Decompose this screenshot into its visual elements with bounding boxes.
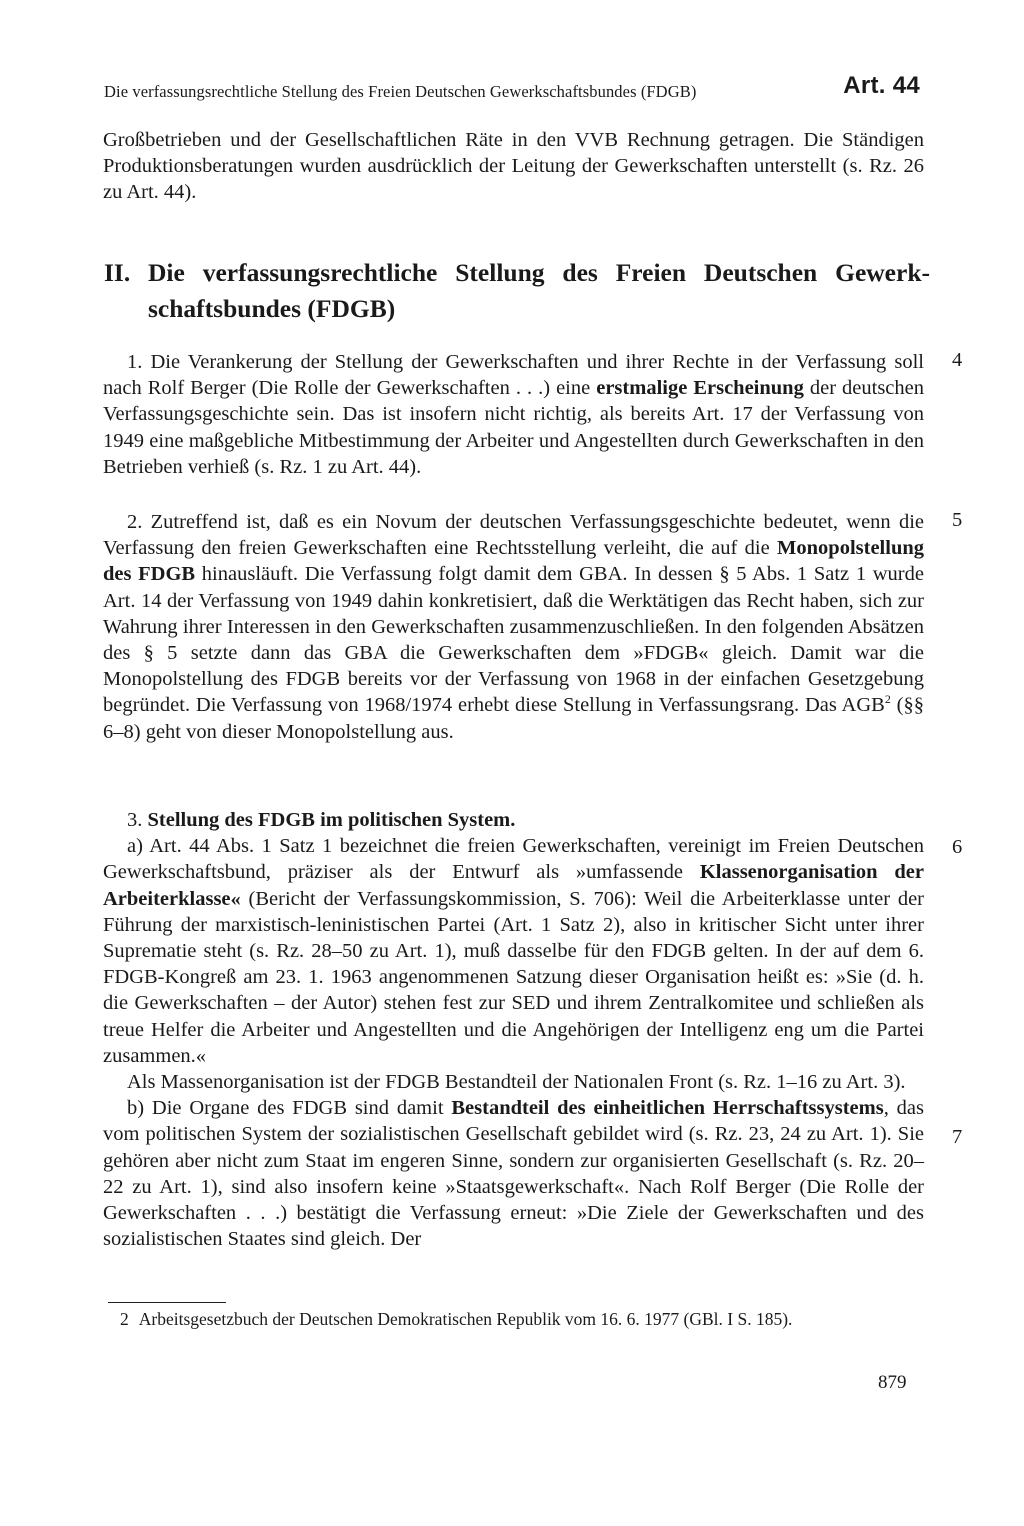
- paragraph-1: [103, 349, 924, 480]
- article-label: Art. 44: [843, 72, 920, 99]
- paragraph-3a-bold: Klassenorganisation der Arbeiterklasse«: [103, 861, 924, 910]
- paragraph-3b-text-b: , das vom politischen System der sozialistischen Gesellschaft gebildet wird (s. Rz. 23, 24 zu Art. 1). Sie gehören aber nicht zum Staat im engeren Sinne, sondern zur organisierten Gesellschaft (s. Rz. 20–22 zu Art. 1), sind also insofern keine »Staatsgewerkschaft«. Nach Rolf Berger (Die Rolle der Gewerkschaften . . .) bestätigt die Verfassung erneut: »Die Ziele der Gewerkschaften und des sozialistischen Staates sind gleich. Der: [103, 1097, 925, 1251]
- footnote-text: Arbeitsgesetzbuch der Deutschen Demokratischen Republik vom 16. 6. 1977 (GBl. I S. 185).: [138, 1309, 793, 1329]
- footnote-marker: 2: [884, 692, 891, 707]
- paragraph-2-text-c: (§§ 6–8) geht von dieser Monopolstellung aus.: [103, 694, 924, 743]
- margin-number-5: 5: [952, 509, 963, 531]
- paragraph-3b-bold: Bestandteil des einheitlichen Herrschaftssystems: [451, 1097, 884, 1120]
- subsection-heading: [103, 807, 924, 833]
- paragraph-3a: [103, 833, 924, 1069]
- paragraph-3a-text-b: (Bericht der Verfassungskommission, S. 706): Weil die Arbeiterklasse unter der Führung der marxistisch-leninistischen Partei (Art. 1 Satz 2), also in kritischer Sicht unter ihrer Suprematie steht (s. Rz. 28–50 zu Art. 1), muß dasselbe für den FDGB gelten. In der auf dem 6. FDGB-Kongreß am 23. 1. 1963 angenommenen Satzung dieser Organisation heißt es: »Sie (d. h. die Gewerkschaften – der Autor) stehen fest zur SED und ihrem Zentralkomitee und schließen als treue Helfer die Arbeiter und Angestellten und die Angehörigen der Intelligenz eng um die Partei zusammen.«: [103, 887, 924, 1067]
- footnote: [120, 1309, 792, 1330]
- margin-number-4: 4: [952, 349, 963, 371]
- margin-number-7: 7: [952, 1126, 963, 1148]
- paragraph-3b-text-a: b) Die Organe des FDGB sind damit: [127, 1097, 452, 1120]
- section-number: II.: [104, 258, 131, 287]
- footnote-number: 2: [120, 1309, 129, 1329]
- section-title-line1: Die verfassungsrechtliche Stellung des Freien Deutschen Gewerk-: [148, 258, 930, 287]
- paragraph-2-text-a: 2. Zutreffend ist, daß es ein Novum der deutschen Verfassungsgeschichte bedeutet, wenn die Verfassung den freien Gewerkschaften eine Rechtsstellung verleiht, die auf die: [103, 511, 924, 560]
- section-heading: [104, 255, 930, 327]
- paragraph-1-text-b: der deutschen Verfassungsgeschichte sein. Das ist insofern nicht richtig, als bereits Art. 17 der Verfassung von 1949 eine maßgebliche Mitbestimmung der Arbeiter und Angestellten durch Gewerkschaften in den Betrieben verhieß (s. Rz. 1 zu Art. 44).: [103, 377, 924, 478]
- paragraph-2: [103, 509, 924, 745]
- paragraph-3: [103, 807, 924, 1252]
- paragraph-3-mass: Als Massenorganisation ist der FDGB Bestandteil der Nationalen Front (s. Rz. 1–16 zu Art. 3).: [127, 1071, 906, 1094]
- footnote-rule: [108, 1302, 226, 1303]
- paragraph-2-bold: Monopolstellung des FDGB: [103, 537, 924, 586]
- paragraph-2-text-b: hinausläuft. Die Verfassung folgt damit dem GBA. In dessen § 5 Abs. 1 Satz 1 wurde Art. 14 der Verfassung von 1949 dahin konkretisiert, daß die Werktätigen das Recht haben, sich zur Wahrung ihrer Interessen in den Gewerkschaften zusammenzuschließen. In den folgenden Absätzen des § 5 setzte dann das GBA die Gewerkschaften dem »FDGB« gleich. Damit war die Monopolstellung des FDGB bereits vor der Verfassung von 1968 in der einfachen Gesetzgebung begründet. Die Verfassung von 1968/1974 erhebt diese Stellung in Verfassungsrang. Das AGB: [103, 563, 924, 717]
- running-head: Die verfassungsrechtliche Stellung des Freien Deutschen Gewerkschaftsbundes (FDGB): [104, 82, 697, 101]
- margin-number-6: 6: [952, 836, 963, 858]
- paragraph-1-text-a: 1. Die Verankerung der Stellung der Gewerkschaften und ihrer Rechte in der Verfassung soll nach Rolf Berger (Die Rolle der Gewerkschaften . . .) eine: [103, 351, 924, 400]
- continuation-paragraph: Großbetrieben und der Gesellschaftlichen Räte in den VVB Rechnung getragen. Die Ständigen Produktionsberatungen wurden ausdrücklich der Leitung der Gewerkschaften unterstellt (s. Rz. 26 zu Art. 44).: [103, 129, 924, 204]
- paragraph-1-bold: erstmalige Erscheinung: [596, 377, 804, 400]
- paragraph-3a-text-a: a) Art. 44 Abs. 1 Satz 1 bezeichnet die freien Gewerkschaften, vereinigt im Freien Deutschen Gewerkschaftsbund, präziser als der Entwurf als »umfassende: [103, 835, 924, 884]
- subsection-number: 3.: [127, 809, 148, 831]
- subsection-title: Stellung des FDGB im politischen System.: [147, 809, 516, 831]
- page-number: 879: [878, 1372, 907, 1393]
- paragraph-3b: [103, 1095, 924, 1252]
- section-title-line2: schaftsbundes (FDGB): [148, 294, 396, 323]
